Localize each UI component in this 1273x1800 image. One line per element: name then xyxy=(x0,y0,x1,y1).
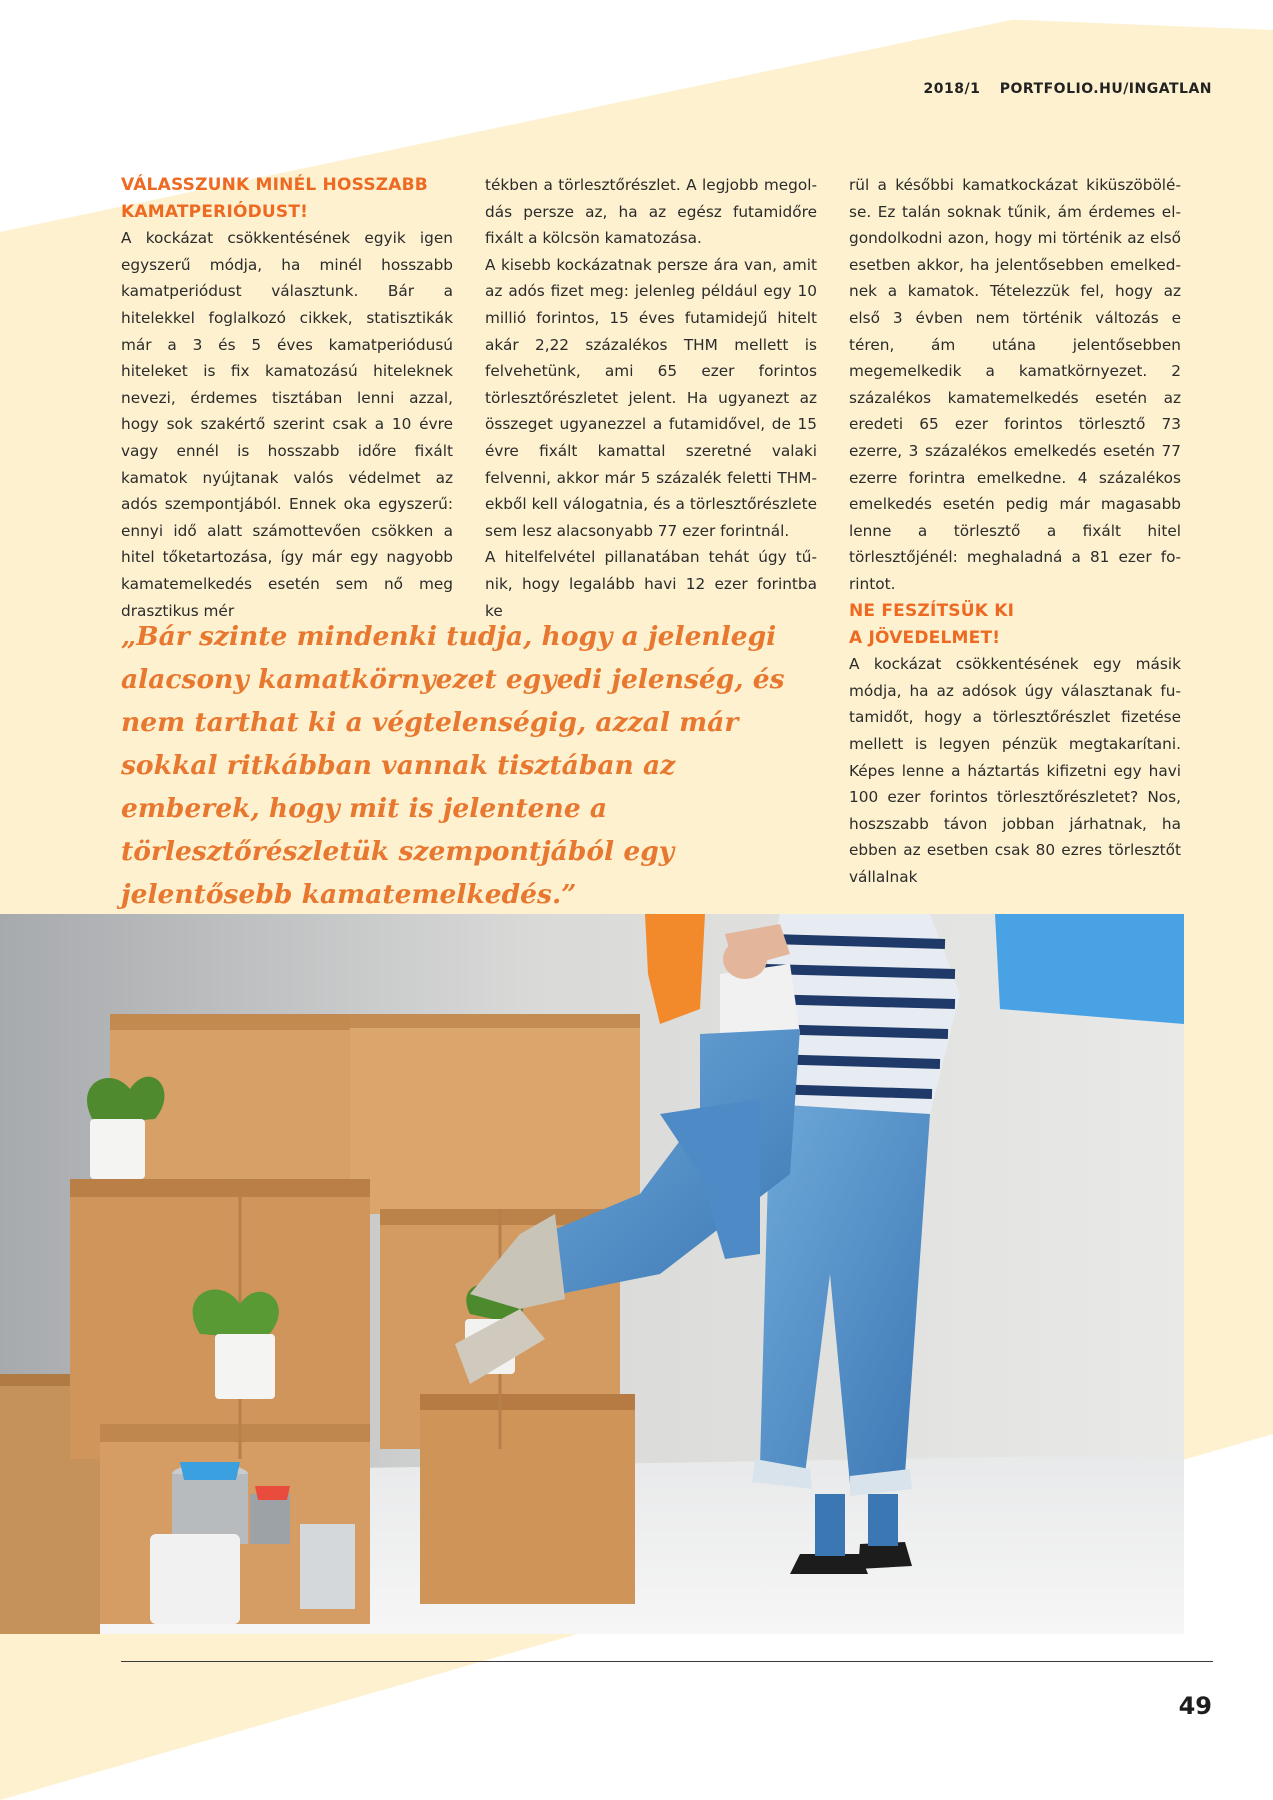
page-number: 49 xyxy=(1178,1692,1212,1720)
article-column-2 xyxy=(485,172,817,624)
running-header xyxy=(924,81,1212,97)
section-heading-kamatperiodus: VÁLASSZUNK MINÉL HOSSZABB KAMATPERIÓDUST! xyxy=(121,175,428,222)
article-column-3 xyxy=(849,172,1181,598)
body-paragraph: rül a későbbi kamatkockázat kiküszöbölése. Ez talán soknak tűnik, ám érdemes elgondolkodni azon, hogy mi történik az első esetben akkor, ha jelentősebben emelkednek a kamatok. Tételezzük fel, hogy az első 3 évben nem történik változás e téren, ám utána jelentősebben megemelkedik a kamatkörnyezet. 2 százalékos kamatemelkedés esetén az eredeti 65 ezer forintos törlesztő 73 ezerre, 3 százalékos emelkedés esetén 77 ezerre forintra emelkedne. 4 százalékos emelkedés esetén pedig már magasabb lenne a törlesztő a fixált hitel törlesztőjénél: meghaladná a 81 ezer forintot. xyxy=(849,176,1181,593)
issue-number: 2018/1 xyxy=(923,81,981,97)
article-column-3-section-2 xyxy=(849,598,1181,891)
section-heading-line-1: NE FESZÍTSÜK KI xyxy=(849,601,1015,621)
publication-name: PORTFOLIO.HU/INGATLAN xyxy=(999,81,1212,97)
section-heading-jovedelem xyxy=(849,598,1181,651)
body-paragraph: tékben a törlesztőrészlet. A legjobb megoldás persze az, ha az egész futamidőre fixált a kölcsön kamatozása. xyxy=(485,176,817,248)
footer-rule xyxy=(121,1661,1213,1662)
body-paragraph: A kockázat csökkentésének egy másik módja, ha az adósok úgy választanak futamidőt, hogy a törlesztőrészlet fizetése mellett is legyen pénzük megtakarítani. Képes lenne a háztartás kifizetni egy havi 100 ezer forintos törlesztőrészletet? Nos, hoszszabb távon jobban járhatnak, ha ebben az esetben csak 80 ezres törlesztőt vállalnak xyxy=(849,655,1181,886)
section-heading-line-2: A JÖVEDELMET! xyxy=(849,627,1001,648)
couple-moving-boxes-photo xyxy=(0,914,1184,1634)
article-column-1 xyxy=(121,172,453,624)
body-paragraph: A kockázat csökkentésének egyik igen egyszerű módja, ha minél hosszabb kamatperiódust választunk. Bár a hitelekkel foglalkozó cikkek, statisztikák már a 3 és 5 éves kamatperiódusú hiteleket is fix kamatozású hiteleknek nevezi, érdemes tisztában lenni azzal, hogy sok szakértő szerint csak a 10 évre vagy ennél is hosszabb időre fixált kamatok nyújtanak valós védelmet az adós szempontjából. Ennek oka egyszerű: ennyi idő alatt számottevően csökken a hitel tőketartozása, így már egy nagyobb kamatemelkedés esetén sem nő meg drasztikus mér xyxy=(121,229,453,620)
body-paragraph: A hitelfelvétel pillanatában tehát úgy tűnik, hogy legalább havi 12 ezer forintba ke xyxy=(485,548,817,620)
body-paragraph: A kisebb kockázatnak persze ára van, amit az adós fizet meg: jelenleg például egy 10 millió forintos, 15 éves futamidejű hitelt akár 2,22 százalékos THM mellett is felvehetünk, ami 65 ezer forintos törlesztőrészletet jelent. Ha ugyanezt az összeget ugyanezzel a futamidővel, de 15 évre fixált kamattal szeretné valaki felvenni, akkor már 5 százalék feletti THM-ekből kell válogatnia, és a törlesztőrészlete sem lesz alacsonyabb 77 ezer forintnál. xyxy=(485,255,817,540)
pull-quote: „Bár szinte mindenki tudja, hogy a jelenlegi alacsony kamatkörnyezet egyedi jelenség, és nem tarthat ki a végtelenségig, azzal már sokkal ritkábban vannak tisztában az emberek, hogy mit is jelentene a törlesztőrészletük szempontjából egy jelentősebb kamatemelkedés.” xyxy=(121,621,785,910)
